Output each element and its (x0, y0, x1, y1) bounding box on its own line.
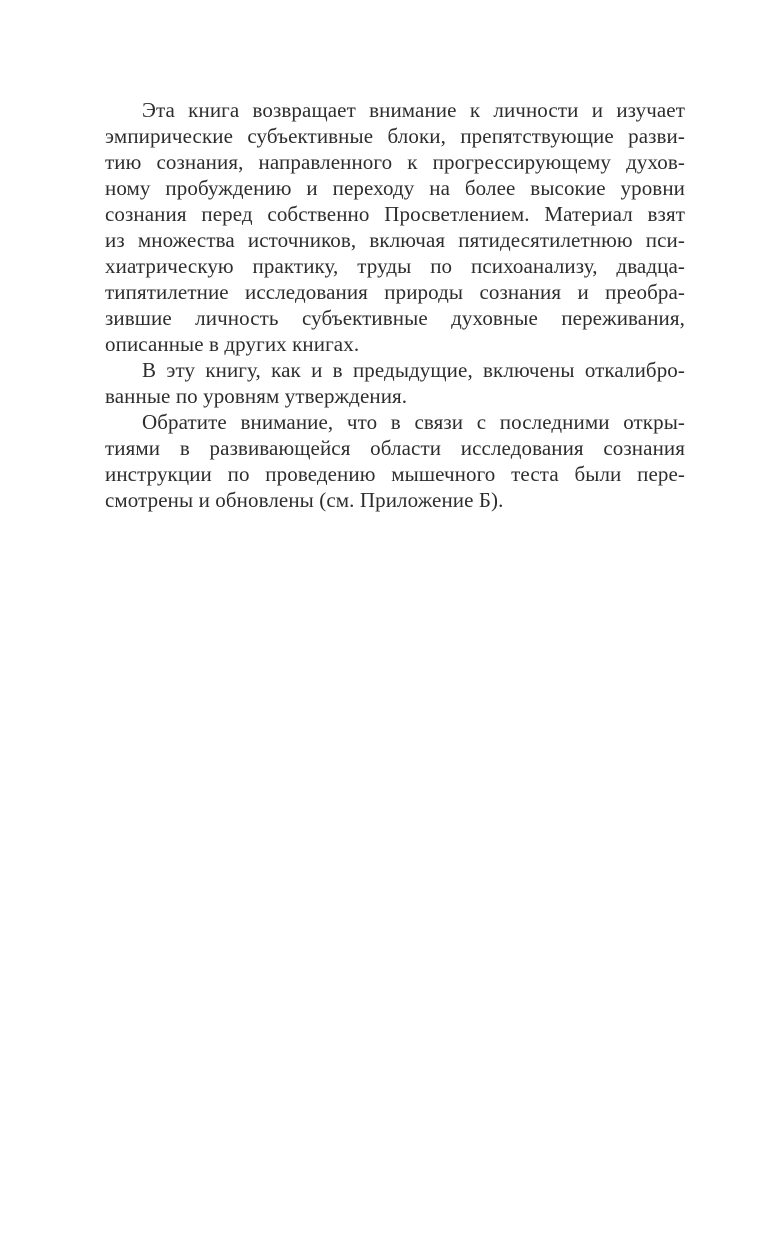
paragraph-line: сознания перед собственно Просветлением. Материал взят (105, 202, 685, 226)
paragraph-line: тиями в развивающейся области исследования сознания (105, 436, 685, 460)
paragraph-line: смотрены и обновлены (см. Приложение Б). (105, 488, 504, 512)
paragraph-line: В эту книгу, как и в предыдущие, включены откалибро- (142, 358, 685, 382)
paragraph (105, 97, 685, 357)
paragraph-line: из множества источников, включая пятидесятилетнюю пси- (105, 228, 685, 252)
paragraph-line: Эта книга возвращает внимание к личности и изучает (142, 98, 685, 122)
paragraph-line: Обратите внимание, что в связи с последними откры- (142, 410, 685, 434)
paragraph-line: типятилетние исследования природы сознания и преобра- (105, 280, 685, 304)
paragraph-line: инструкции по проведению мышечного теста были пере- (105, 462, 685, 486)
paragraph-line: описанные в других книгах. (105, 332, 360, 356)
text-block (105, 97, 685, 513)
paragraph-line: ванные по уровням утверждения. (105, 384, 408, 408)
paragraph-line: тию сознания, направленного к прогрессирующему духов- (105, 150, 685, 174)
paragraph (105, 409, 685, 513)
paragraph-line: ному пробуждению и переходу на более высокие уровни (105, 176, 685, 200)
paragraph-line: эмпирические субъективные блоки, препятствующие разви- (105, 124, 685, 148)
paragraph (105, 357, 685, 409)
paragraph-line: зившие личность субъективные духовные переживания, (105, 306, 685, 330)
paragraph-line: хиатрическую практику, труды по психоанализу, двадца- (105, 254, 685, 278)
